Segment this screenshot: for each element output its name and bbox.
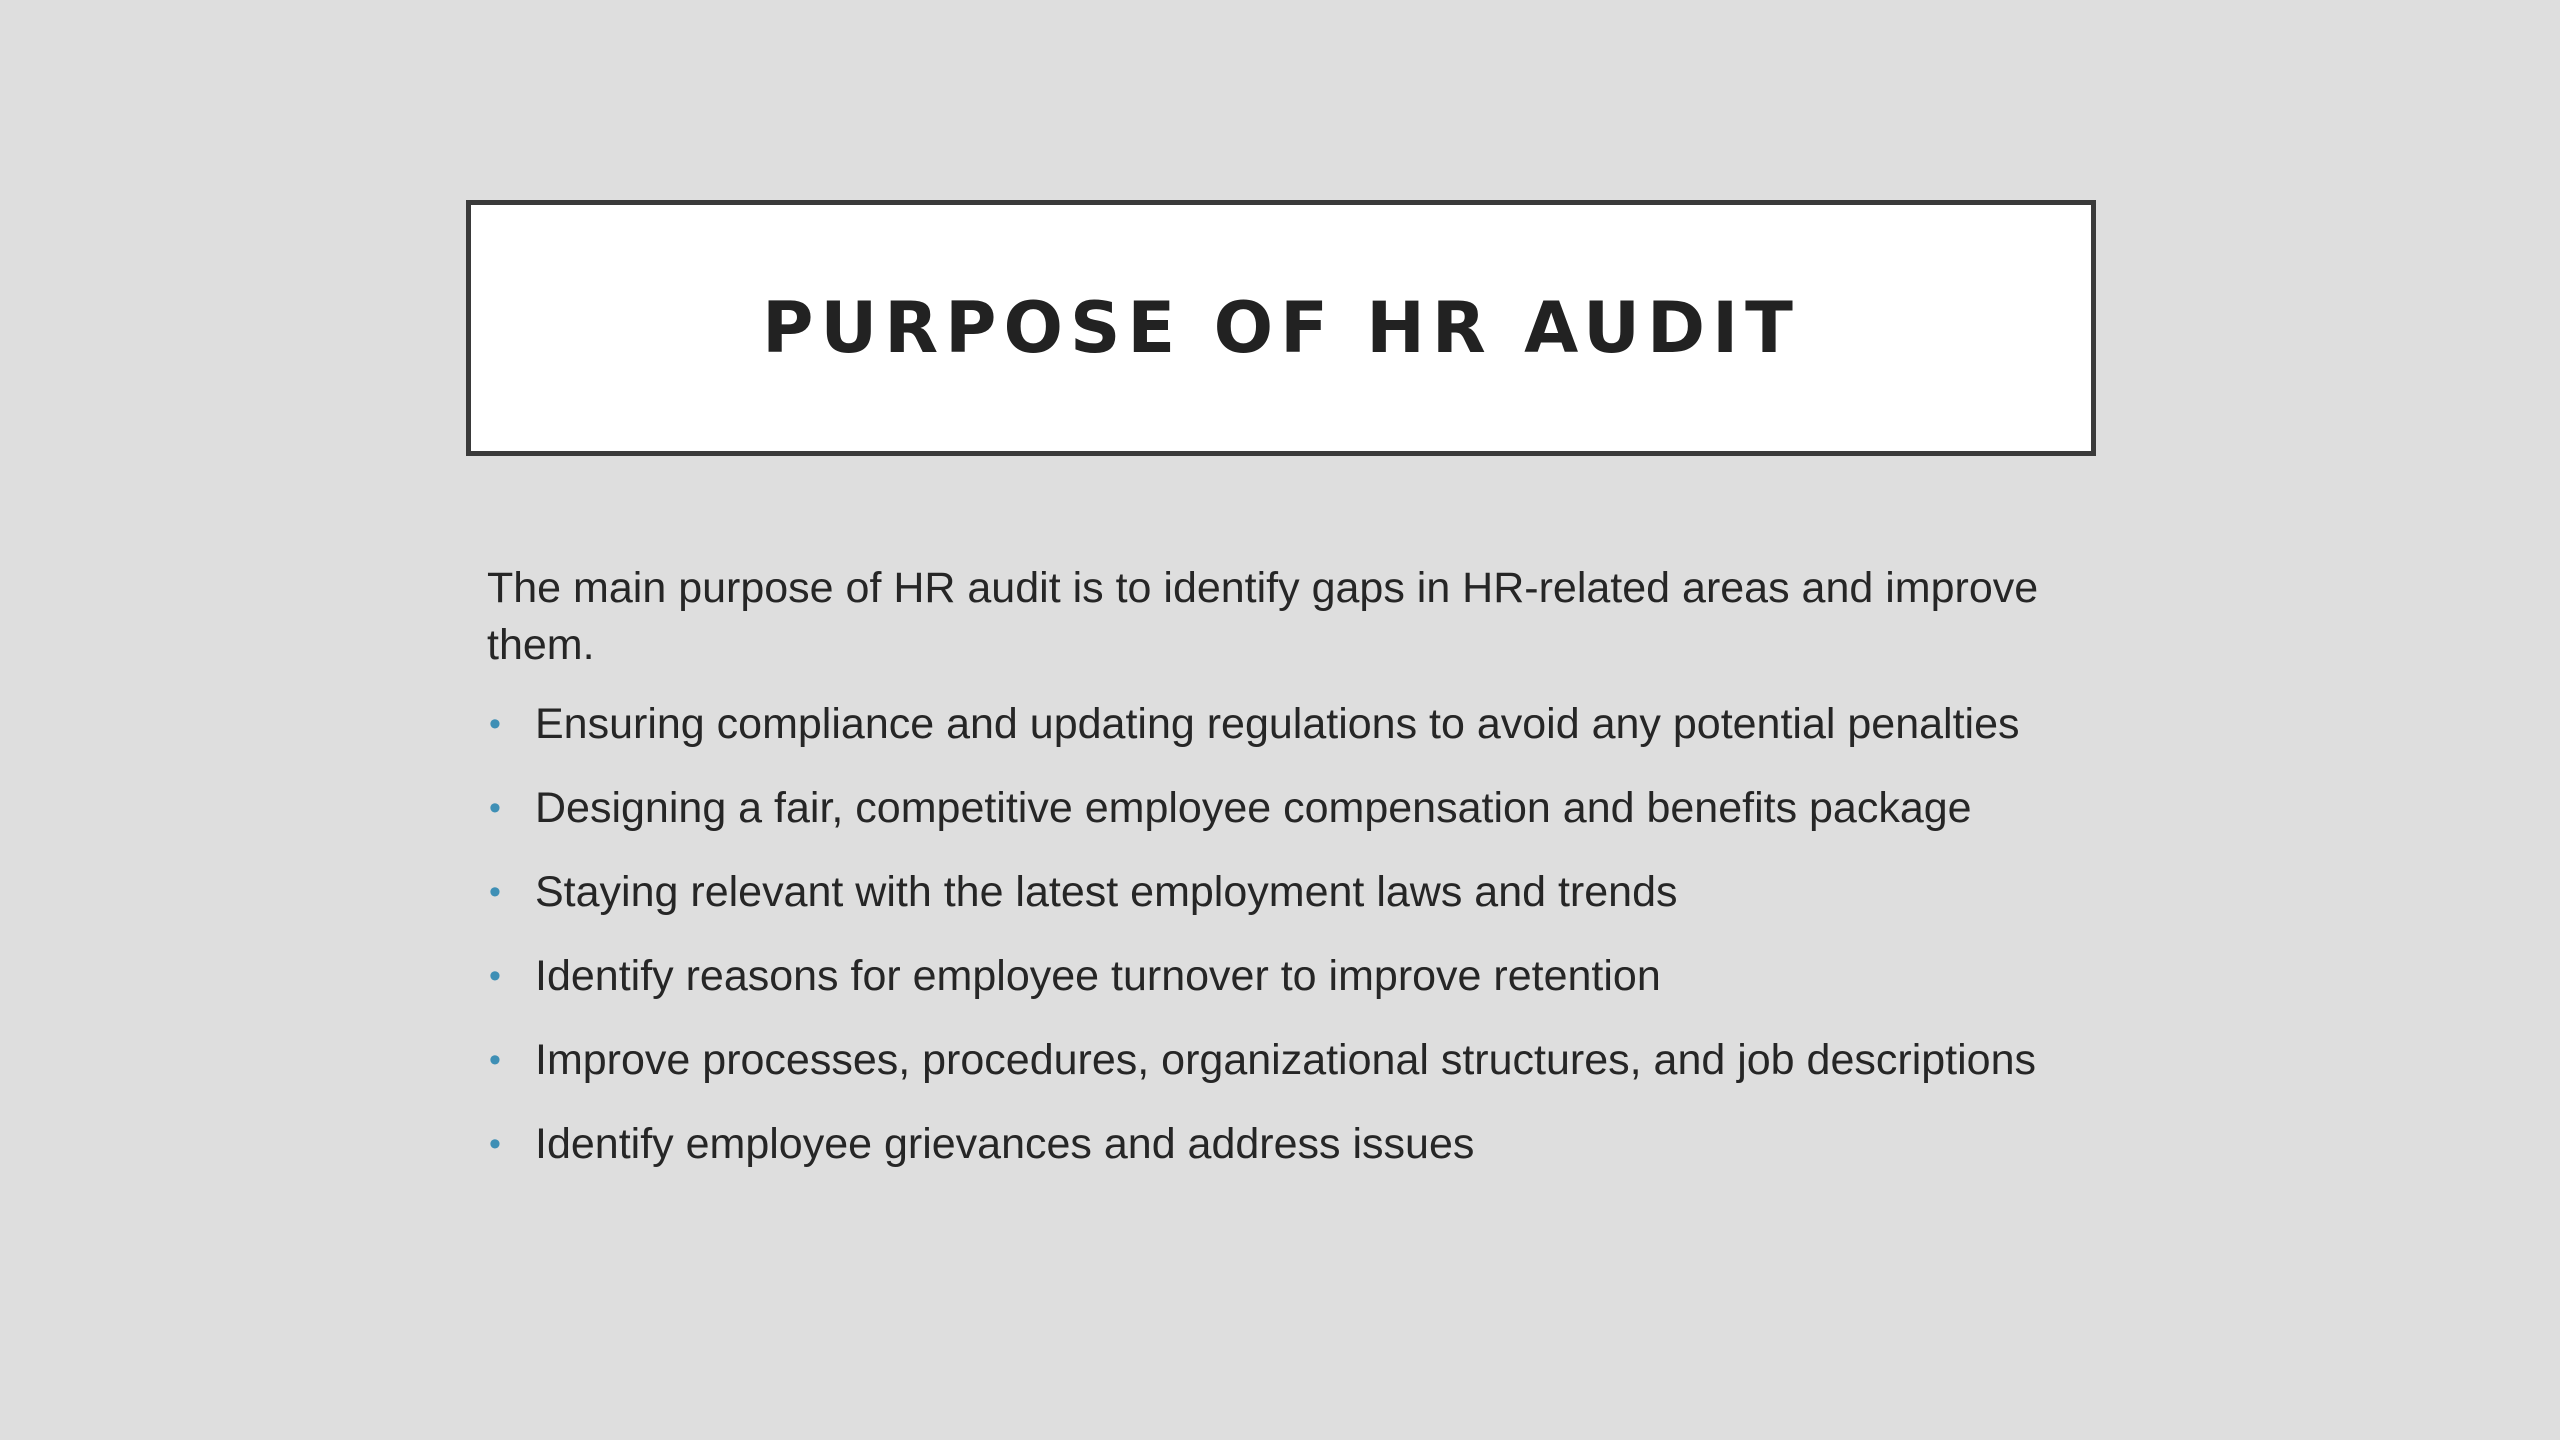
bullet-dot-icon: • xyxy=(489,957,501,995)
bullet-dot-icon: • xyxy=(489,1125,501,1163)
bullet-item xyxy=(487,948,2107,1005)
bullet-text: Staying relevant with the latest employment laws and trends xyxy=(535,868,1678,916)
bullet-item xyxy=(487,864,2107,921)
title-box xyxy=(466,200,2096,456)
bullet-dot-icon: • xyxy=(489,705,501,743)
bullet-item xyxy=(487,696,2107,753)
bullet-dot-icon: • xyxy=(489,1041,501,1079)
bullet-item xyxy=(487,1032,2107,1089)
bullet-text: Identify reasons for employee turnover to improve retention xyxy=(535,952,1661,1000)
bullet-text: Identify employee grievances and address issues xyxy=(535,1120,1475,1168)
slide-title: PURPOSE OF HR AUDIT xyxy=(762,287,1800,369)
slide-content xyxy=(487,560,2107,1200)
bullet-item xyxy=(487,780,2107,837)
bullet-dot-icon: • xyxy=(489,873,501,911)
intro-paragraph: The main purpose of HR audit is to identify gaps in HR-related areas and improve them. xyxy=(487,564,2039,669)
bullet-text: Designing a fair, competitive employee compensation and benefits package xyxy=(535,784,1972,832)
bullet-dot-icon: • xyxy=(489,789,501,827)
bullet-text: Ensuring compliance and updating regulations to avoid any potential penalties xyxy=(535,700,2020,748)
bullet-item xyxy=(487,1116,2107,1173)
bullet-list xyxy=(487,696,2107,1173)
bullet-text: Improve processes, procedures, organizational structures, and job descriptions xyxy=(535,1036,2036,1084)
